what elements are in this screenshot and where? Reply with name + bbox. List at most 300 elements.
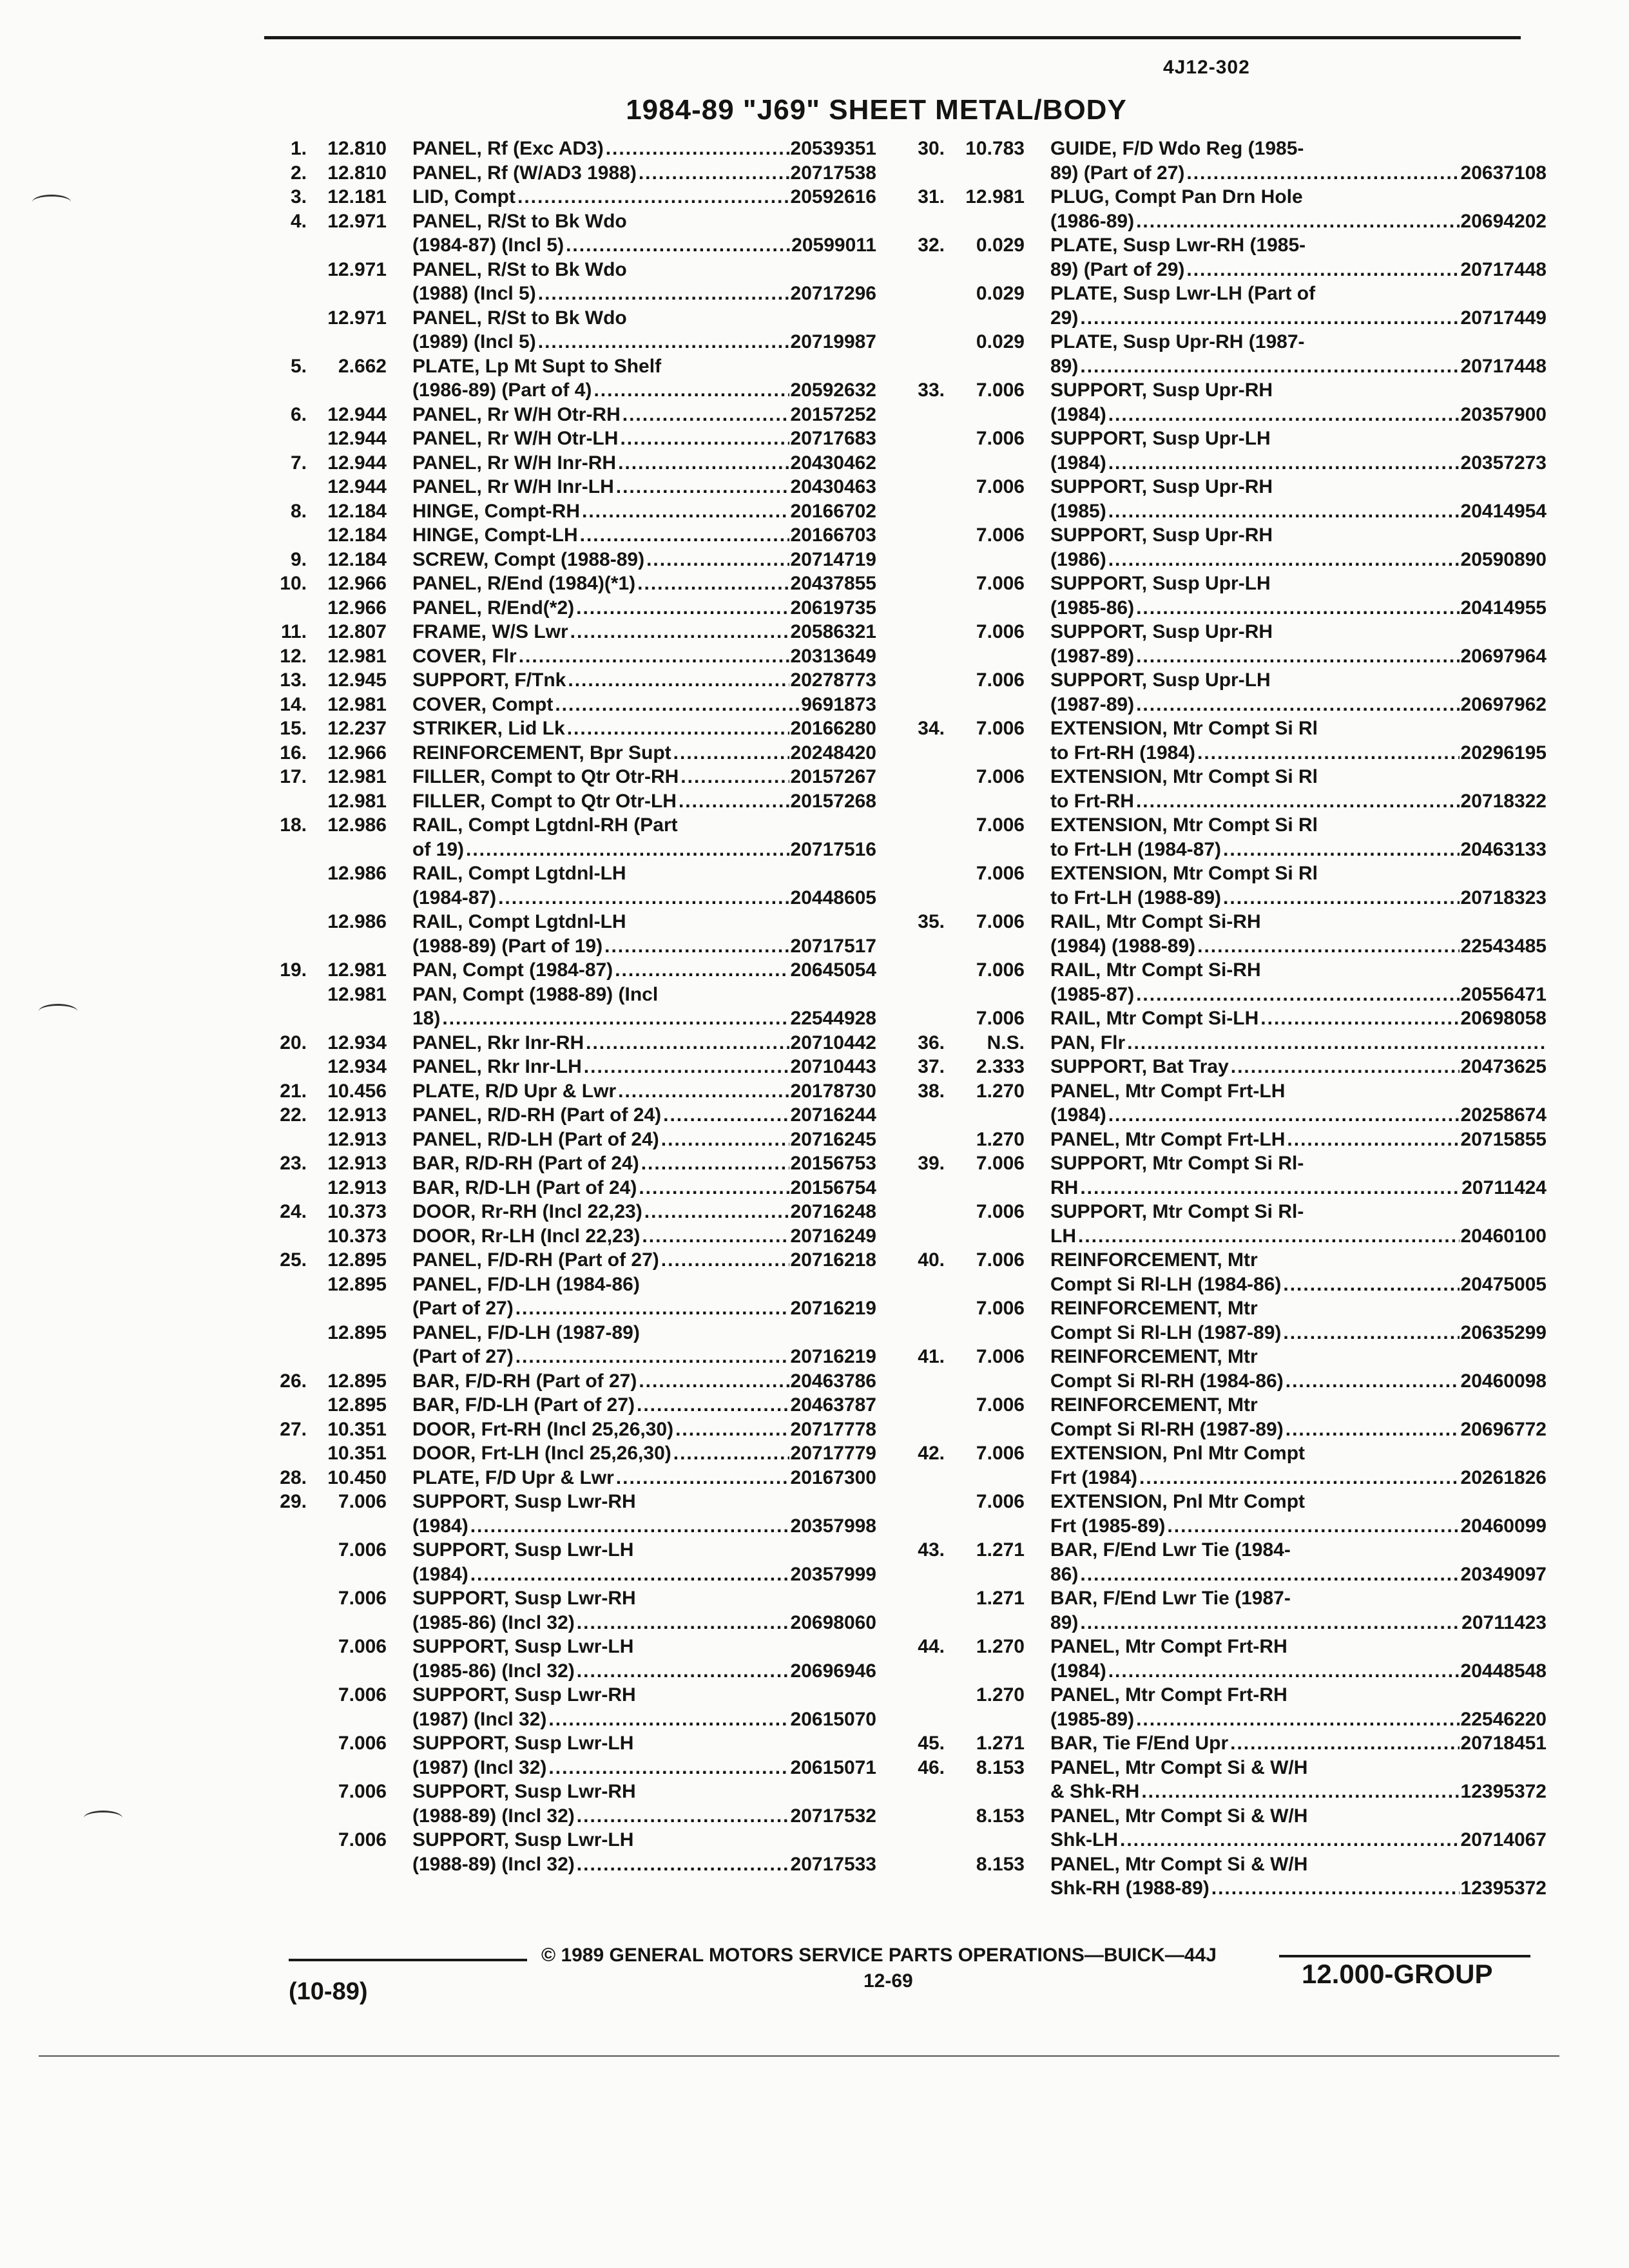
parts-row [902, 789, 1547, 814]
parts-row [264, 1514, 876, 1539]
part-number: 20717449 [1460, 307, 1547, 329]
parts-row [902, 1828, 1547, 1852]
parts-row [902, 838, 1547, 862]
part-number: 22546220 [1460, 1708, 1547, 1730]
item-number: 4. [290, 210, 307, 232]
group-number: 2.333 [976, 1056, 1025, 1077]
group-number: 7.006 [338, 1491, 387, 1512]
parts-row [902, 1321, 1547, 1345]
part-number: 20619735 [790, 597, 876, 619]
group-number: 7.006 [976, 1201, 1025, 1222]
parts-row [264, 983, 876, 1007]
part-description: PANEL, R/St to Bk Wdo [412, 307, 627, 329]
part-description: & Shk-RH [1050, 1781, 1140, 1802]
part-description: (1985-86) (Incl 32) [412, 1611, 575, 1633]
footer-rule-right [1279, 1955, 1530, 1957]
parts-row [902, 1611, 1547, 1635]
part-description: PLATE, R/D Upr & Lwr [412, 1080, 617, 1102]
part-number: 20719987 [790, 331, 876, 352]
item-number: 35. [918, 911, 945, 932]
part-number: 20448548 [1460, 1660, 1547, 1682]
item-number: 30. [918, 138, 945, 159]
parts-row [902, 233, 1547, 258]
footer-page-number: 12-69 [863, 1970, 913, 1992]
leader-dots [468, 1562, 789, 1587]
part-description: BAR, R/D-RH (Part of 24) [412, 1153, 639, 1174]
parts-row [264, 1441, 876, 1466]
item-number: 11. [280, 621, 307, 642]
part-description: Compt Si Rl-RH (1987-89) [1050, 1418, 1284, 1440]
parts-row [902, 1055, 1547, 1079]
part-description: (1988-89) (Incl 32) [412, 1805, 575, 1827]
part-description: (1984-87) (Incl 5) [412, 235, 564, 256]
top-rule [264, 36, 1521, 39]
group-number: 12.944 [327, 476, 387, 497]
part-number: 20718451 [1460, 1733, 1547, 1754]
parts-row [264, 1079, 876, 1104]
part-number: 20463133 [1460, 838, 1547, 860]
parts-row [902, 1248, 1547, 1273]
part-number: 20357998 [790, 1515, 876, 1537]
parts-row [264, 451, 876, 476]
leader-dots [1118, 1828, 1460, 1852]
part-number: 20473625 [1460, 1056, 1547, 1077]
parts-row [902, 427, 1547, 451]
item-number: 22. [280, 1104, 307, 1126]
group-number: 0.029 [976, 283, 1025, 304]
parts-row [902, 813, 1547, 838]
parts-row [264, 161, 876, 186]
parts-row [264, 934, 876, 959]
parts-row [264, 1780, 876, 1804]
leader-dots [514, 1345, 789, 1369]
item-number: 44. [918, 1636, 945, 1657]
parts-row [264, 620, 876, 644]
part-number: 9691873 [801, 693, 876, 715]
leader-dots [1210, 1876, 1460, 1901]
group-number: 12.184 [327, 500, 387, 522]
part-description: SUPPORT, F/Tnk [412, 669, 566, 691]
group-number: 10.373 [327, 1225, 387, 1247]
part-description: PANEL, Mtr Compt Frt-LH [1050, 1128, 1286, 1150]
part-number: 20717533 [790, 1853, 876, 1875]
part-number: 20718322 [1460, 790, 1547, 812]
leader-dots [671, 1441, 789, 1466]
group-number: 12.184 [327, 524, 387, 546]
part-description: (1989) (Incl 5) [412, 331, 536, 352]
part-description: EXTENSION, Mtr Compt Si Rl [1050, 766, 1318, 787]
parts-row [902, 1393, 1547, 1418]
parts-row [902, 451, 1547, 476]
part-description: BAR, F/D-RH (Part of 27) [412, 1370, 637, 1392]
leader-dots [564, 233, 790, 258]
leader-dots [1106, 1659, 1460, 1684]
leader-dots [642, 1200, 789, 1224]
part-number: 20296195 [1460, 742, 1547, 764]
item-number: 9. [290, 548, 307, 570]
parts-row [902, 1514, 1547, 1539]
group-number: 12.810 [327, 162, 387, 184]
parts-row [264, 548, 876, 572]
leader-dots [637, 161, 789, 186]
part-description: SUPPORT, Susp Lwr-LH [412, 1636, 634, 1657]
parts-row [264, 1296, 876, 1321]
item-number: 31. [918, 186, 945, 207]
part-description: Compt Si Rl-LH (1987-89) [1050, 1321, 1282, 1343]
part-description: REINFORCEMENT, Mtr [1050, 1298, 1258, 1319]
part-number: 20694202 [1460, 210, 1547, 232]
parts-row [902, 1031, 1547, 1055]
part-description: SUPPORT, Susp Lwr-RH [412, 1588, 636, 1609]
part-description: EXTENSION, Mtr Compt Si Rl [1050, 718, 1318, 739]
binder-mark [32, 195, 71, 209]
parts-row [264, 330, 876, 354]
part-number: 20463786 [790, 1370, 876, 1392]
group-number: 12.895 [327, 1321, 387, 1343]
part-description: (1986) [1050, 548, 1106, 570]
parts-row [902, 1369, 1547, 1394]
part-description: RAIL, Mtr Compt Si-LH [1050, 1008, 1259, 1029]
parts-row [264, 741, 876, 765]
group-number: 7.006 [976, 863, 1025, 884]
parts-row [902, 620, 1547, 644]
part-description: (1988) (Incl 5) [412, 283, 536, 304]
leader-dots [635, 572, 789, 596]
part-number: 20178730 [790, 1080, 876, 1102]
part-description: FILLER, Compt to Qtr Otr-LH [412, 790, 677, 812]
group-number: 0.029 [976, 235, 1025, 256]
part-description: (1987) (Incl 32) [412, 1756, 547, 1778]
group-number: 12.895 [327, 1249, 387, 1271]
part-description: PLATE, Susp Lwr-LH (Part of [1050, 283, 1316, 304]
leader-dots [1221, 886, 1459, 910]
part-description: PANEL, F/D-LH (1987-89) [412, 1321, 640, 1343]
parts-row [902, 741, 1547, 765]
parts-row [264, 209, 876, 234]
part-description: PANEL, Rr W/H Otr-LH [412, 428, 619, 449]
parts-row [902, 548, 1547, 572]
part-description: DOOR, Frt-LH (Incl 25,26,30) [412, 1443, 671, 1464]
group-number: 12.981 [965, 186, 1025, 207]
part-number: 20556471 [1460, 983, 1547, 1005]
part-number: 20539351 [790, 138, 876, 159]
parts-row [264, 1103, 876, 1128]
part-description: EXTENSION, Pnl Mtr Compt [1050, 1443, 1306, 1464]
part-description: EXTENSION, Mtr Compt Si Rl [1050, 863, 1318, 884]
part-number: 20166703 [790, 524, 876, 546]
page-code: 4J12-302 [1163, 57, 1250, 78]
leader-dots [1078, 1176, 1460, 1200]
group-number: 10.351 [327, 1418, 387, 1440]
part-number: 20711423 [1461, 1611, 1547, 1633]
item-number: 8. [290, 500, 307, 522]
parts-row [264, 1828, 876, 1852]
part-description: PANEL, Mtr Compt Frt-RH [1050, 1684, 1287, 1706]
leader-dots [496, 886, 789, 910]
part-number: 20357999 [790, 1563, 876, 1585]
group-number: 7.006 [976, 911, 1025, 932]
part-description: PANEL, R/End (1984)(*1) [412, 573, 636, 594]
parts-row [264, 185, 876, 209]
leader-dots [673, 1418, 789, 1442]
group-number: 7.006 [976, 621, 1025, 642]
part-description: PANEL, F/D-RH (Part of 27) [412, 1249, 659, 1271]
leader-dots [1078, 354, 1459, 379]
part-description: (Part of 27) [412, 1346, 514, 1367]
parts-row [902, 1345, 1547, 1369]
parts-row [902, 475, 1547, 499]
part-description: Compt Si Rl-LH (1984-86) [1050, 1273, 1282, 1295]
part-description: PLUG, Compt Pan Drn Hole [1050, 186, 1303, 207]
part-number: 20349097 [1460, 1563, 1547, 1585]
parts-row [902, 1296, 1547, 1321]
part-number: 20717448 [1460, 258, 1547, 280]
parts-row [902, 1780, 1547, 1804]
group-number: 1.270 [976, 1636, 1025, 1657]
part-description: (1988-89) (Incl 32) [412, 1853, 575, 1875]
part-description: FRAME, W/S Lwr [412, 621, 568, 642]
part-number: 20637108 [1460, 162, 1547, 184]
leader-dots [1134, 1707, 1459, 1732]
parts-row [264, 1852, 876, 1877]
part-number: 20697962 [1460, 693, 1547, 715]
leader-dots [1285, 1128, 1459, 1152]
leader-dots [1134, 644, 1459, 669]
part-description: (1984) [412, 1515, 468, 1537]
leader-dots [1221, 838, 1459, 862]
parts-row [264, 233, 876, 258]
group-number: 7.006 [338, 1539, 387, 1561]
item-number: 33. [918, 380, 945, 401]
parts-row [902, 1731, 1547, 1756]
parts-row [902, 1852, 1547, 1877]
item-number: 21. [280, 1080, 307, 1102]
footer-date: (10-89) [289, 1978, 368, 2005]
part-description: PANEL, Mtr Compt Si & W/H [1050, 1853, 1308, 1875]
parts-row [264, 1756, 876, 1780]
item-number: 12. [280, 645, 307, 667]
part-number: 20437855 [790, 573, 876, 594]
leader-dots [1195, 741, 1460, 765]
part-description: COVER, Compt [412, 693, 554, 715]
item-number: 5. [290, 355, 307, 377]
parts-row [264, 1176, 876, 1200]
footer-rule-left [289, 1959, 527, 1961]
part-description: PANEL, F/D-LH (1984-86) [412, 1273, 640, 1295]
part-number: 20430463 [790, 476, 876, 497]
leader-dots [677, 789, 789, 814]
parts-row [902, 258, 1547, 282]
item-number: 36. [918, 1032, 945, 1053]
parts-row [902, 644, 1547, 669]
part-description: PANEL, Rf (Exc AD3) [412, 138, 604, 159]
part-number: 20615070 [790, 1708, 876, 1730]
parts-row [264, 838, 876, 862]
part-description: REINFORCEMENT, Mtr [1050, 1346, 1258, 1367]
bottom-rule [39, 2055, 1559, 2057]
leader-dots [1134, 789, 1460, 814]
parts-row [902, 161, 1547, 186]
group-number: 7.006 [976, 814, 1025, 836]
group-number: 7.006 [976, 428, 1025, 449]
group-number: 12.981 [327, 983, 387, 1005]
leader-dots [614, 475, 789, 499]
parts-row [264, 886, 876, 910]
part-number: 20157267 [790, 766, 876, 787]
part-description: 89) (Part of 29) [1050, 258, 1185, 280]
parts-row [264, 1490, 876, 1514]
parts-row [264, 1248, 876, 1273]
leader-dots [464, 838, 789, 862]
leader-dots [1106, 499, 1460, 524]
parts-row [902, 378, 1547, 403]
part-number: 20430462 [790, 452, 876, 474]
part-number: 20448605 [790, 887, 876, 908]
part-description: of 19) [412, 838, 465, 860]
parts-row [902, 572, 1547, 596]
parts-row [902, 1273, 1547, 1297]
part-number: 20313649 [790, 645, 876, 667]
part-description: RAIL, Compt Lgtdnl-LH [412, 863, 626, 884]
parts-row [902, 1586, 1547, 1611]
parts-row [902, 596, 1547, 620]
parts-row [264, 644, 876, 669]
group-number: 12.807 [327, 621, 387, 642]
group-number: 12.810 [327, 138, 387, 159]
part-description: BAR, R/D-LH (Part of 24) [412, 1177, 637, 1198]
parts-row [264, 523, 876, 548]
part-description: (1985-86) [1050, 597, 1135, 619]
leader-dots [575, 1611, 789, 1635]
part-number: 20716249 [790, 1225, 876, 1247]
part-description: SUPPORT, Mtr Compt Si Rl- [1050, 1153, 1304, 1174]
leader-dots [1137, 1466, 1459, 1490]
item-number: 15. [280, 718, 307, 739]
part-number: 20599011 [791, 235, 876, 256]
part-description: (1984) [1050, 1104, 1106, 1126]
leader-dots [618, 427, 789, 451]
part-number: 20717448 [1460, 355, 1547, 377]
leader-dots [1078, 1611, 1460, 1635]
part-number: 20711424 [1461, 1177, 1547, 1198]
part-description: SUPPORT, Susp Lwr-LH [412, 1829, 634, 1850]
part-description: BAR, F/End Lwr Tie (1987- [1050, 1588, 1291, 1609]
part-description: PANEL, Rf (W/AD3 1988) [412, 162, 637, 184]
leader-dots [1134, 209, 1459, 234]
parts-row [902, 1756, 1547, 1780]
leader-dots [574, 596, 789, 620]
parts-row [902, 282, 1547, 306]
leader-dots [516, 185, 789, 209]
parts-row [902, 1659, 1547, 1684]
part-description: (1987-89) [1050, 645, 1135, 667]
part-description: REINFORCEMENT, Bpr Supt [412, 742, 671, 764]
part-number: 20460100 [1460, 1225, 1547, 1247]
leader-dots [616, 451, 789, 476]
group-number: 7.006 [976, 1153, 1025, 1174]
part-number: 12395372 [1460, 1878, 1547, 1899]
leader-dots [1228, 1731, 1459, 1756]
item-number: 24. [280, 1201, 307, 1222]
leader-dots [440, 1006, 789, 1031]
leader-dots [565, 716, 789, 741]
group-number: 7.006 [976, 718, 1025, 739]
item-number: 16. [280, 742, 307, 764]
group-number: 10.351 [327, 1443, 387, 1464]
part-description: PANEL, Mtr Compt Frt-LH [1050, 1080, 1286, 1102]
part-description: PANEL, Rr W/H Inr-RH [412, 452, 617, 474]
part-description: PLATE, F/D Upr & Lwr [412, 1466, 614, 1488]
group-number: 12.944 [327, 403, 387, 425]
leader-dots [635, 1393, 789, 1418]
part-description: SUPPORT, Susp Upr-LH [1050, 573, 1271, 594]
item-number: 20. [280, 1032, 307, 1053]
part-description: SUPPORT, Susp Upr-RH [1050, 621, 1273, 642]
part-description: RAIL, Compt Lgtdnl-LH [412, 911, 626, 932]
parts-row [902, 983, 1547, 1007]
parts-row [264, 403, 876, 427]
parts-row [902, 1441, 1547, 1466]
part-number: 20710443 [790, 1056, 876, 1077]
leader-dots [536, 330, 789, 354]
parts-row [902, 1128, 1547, 1152]
parts-row [264, 499, 876, 524]
group-number: 12.966 [327, 742, 387, 764]
parts-row [264, 813, 876, 838]
part-description: COVER, Flr [412, 645, 517, 667]
parts-row [264, 1055, 876, 1079]
part-description: BAR, F/D-LH (Part of 27) [412, 1394, 635, 1416]
parts-row [902, 1490, 1547, 1514]
group-number: 7.006 [976, 766, 1025, 787]
group-number: 10.373 [327, 1201, 387, 1222]
group-number: 1.271 [976, 1588, 1025, 1609]
part-description: DOOR, Frt-RH (Incl 25,26,30) [412, 1418, 674, 1440]
leader-dots [517, 644, 789, 669]
leader-dots [592, 378, 789, 403]
part-number: 20716219 [790, 1346, 876, 1367]
parts-row [264, 354, 876, 379]
item-number: 7. [290, 452, 307, 474]
part-description: (Part of 27) [412, 1298, 514, 1319]
item-number: 37. [918, 1056, 945, 1077]
group-number: 12.945 [327, 669, 387, 691]
part-description: DOOR, Rr-RH (Incl 22,23) [412, 1201, 642, 1222]
part-number: 20261826 [1460, 1466, 1547, 1488]
parts-row [264, 1538, 876, 1562]
group-number: 12.181 [327, 186, 387, 207]
parts-row [902, 499, 1547, 524]
part-description: (1984) [1050, 403, 1106, 425]
parts-row [264, 282, 876, 306]
group-number: 12.971 [327, 258, 387, 280]
part-description: (1985-86) (Incl 32) [412, 1660, 575, 1682]
group-number: 12.981 [327, 693, 387, 715]
parts-row [264, 572, 876, 596]
parts-row [902, 1707, 1547, 1732]
part-description: (1984) [1050, 1660, 1106, 1682]
parts-row [264, 1151, 876, 1176]
group-number: 7.006 [976, 573, 1025, 594]
group-number: 12.913 [327, 1128, 387, 1150]
binder-mark [39, 1004, 77, 1019]
leader-dots [621, 403, 789, 427]
part-description: BAR, F/End Lwr Tie (1984- [1050, 1539, 1291, 1561]
parts-row [264, 1200, 876, 1224]
item-number: 1. [290, 138, 307, 159]
parts-row [264, 716, 876, 741]
leader-dots [578, 523, 789, 548]
